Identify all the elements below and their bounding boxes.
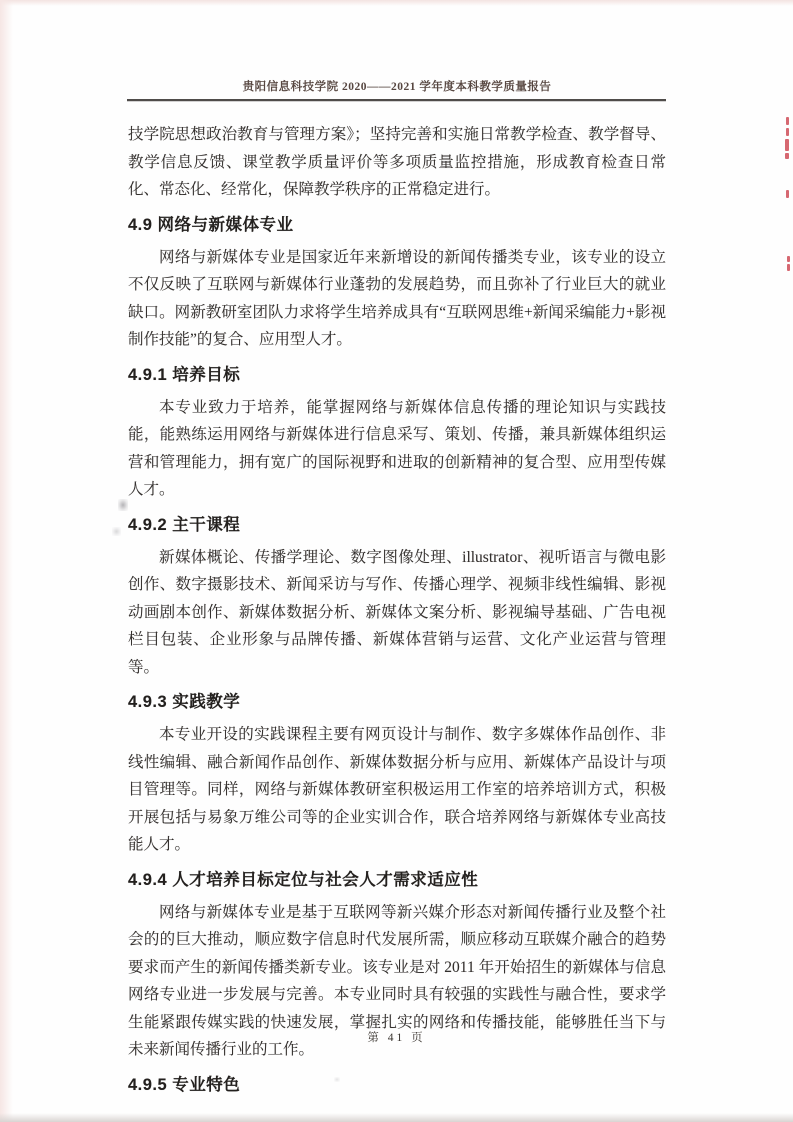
scan-smudge [112, 527, 121, 536]
section-heading-4-9-2: 4.9.2 主干课程 [128, 515, 241, 534]
paragraph-4-9-4: 网络与新媒体专业是基于互联网等新兴媒介形态对新闻传播行业及整个社会的的巨大推动，顺应数字信息时代发展所需，顺应移动互联媒介融合的趋势要求而产生的新闻传播类新专业。该专业是对 2011 年开始招生的新媒体与信息网络专业进一步发展与完善。本专业同时具有较强的实践性与融合性，要求学生能紧跟传媒实践的快速发展，掌握扎实的网络和传播技能，能够胜任当下与未来新闻传播行业的工作。 [128, 903, 666, 1058]
red-edge-mark [786, 128, 789, 136]
scan-edge-bottom [0, 1113, 793, 1122]
scan-smudge [334, 1077, 340, 1082]
scan-edge-top [0, 0, 793, 6]
section-heading-4-9-4: 4.9.4 人才培养目标定位与社会人才需求适应性 [128, 870, 479, 889]
paragraph-4-9-intro: 网络与新媒体专业是国家近年来新增设的新闻传播类专业，该专业的设立不仅反映了互联网与新媒体行业蓬勃的发展趋势，而且弥补了行业巨大的就业缺口。网新教研室团队力求将学生培养成具有“互联网思维+新闻采编能力+影视制作技能”的复合、应用型人才。 [128, 248, 666, 348]
paragraph-4-9-1: 本专业致力于培养，能掌握网络与新媒体信息传播的理论知识与实践技能，能熟练运用网络与新媒体进行信息采写、策划、传播，兼具新媒体组织运营和管理能力，拥有宽广的国际视野和进取的创新精神的复合型、应用型传媒人才。 [128, 398, 666, 498]
scan-edge-left [0, 0, 13, 1122]
red-edge-mark [785, 139, 789, 151]
red-edge-mark [787, 264, 790, 271]
paragraph-continuation: 技学院思想政治教育与管理方案》；坚持完善和实施日常教学检查、教学督导、教学信息反馈、课堂教学质量评价等多项质量监控措施，形成教育检查日常化、常态化、经常化，保障教学秩序的正常稳定进行。 [128, 126, 666, 198]
section-heading-4-9-1: 4.9.1 培养目标 [128, 365, 241, 384]
red-edge-mark [785, 153, 789, 159]
red-edge-mark [786, 190, 789, 198]
section-heading-4-9-5: 4.9.5 专业特色 [128, 1075, 241, 1094]
red-edge-mark [787, 256, 790, 262]
scan-smudge [118, 499, 128, 511]
red-edge-mark [786, 117, 789, 125]
section-heading-4-9: 4.9 网络与新媒体专业 [128, 215, 294, 234]
page-header-title: 贵阳信息科技学院 2020——2021 学年度本科教学质量报告 [242, 81, 552, 93]
paragraph-4-9-2: 新媒体概论、传播学理论、数字图像处理、illustrator、视听语言与微电影创作、数字摄影技术、新闻采访与写作、传播心理学、视频非线性编辑、影视动画剧本创作、新媒体数据分析、新媒体文案分析、影视编导基础、广告电视栏目包装、企业形象与品牌传播、新媒体营销与运营、文化产业运营与管理等。 [128, 548, 666, 676]
document-body [128, 121, 666, 1104]
section-heading-4-9-3: 4.9.3 实践教学 [128, 693, 241, 711]
header-rule [127, 99, 666, 101]
paragraph-4-9-3: 本专业开设的实践课程主要有网页设计与制作、数字多媒体作品创作、非线性编辑、融合新闻作品创作、新媒体数据分析与应用、新媒体产品设计与项目管理等。同样，网络与新媒体教研室积极运用工作室的培养培训方式，积极开展包括与易象万维公司等的企业实训合作，联合培养网络与新媒体专业高技能人才。 [128, 726, 666, 853]
page-number: 第 41 页 [367, 1032, 426, 1044]
